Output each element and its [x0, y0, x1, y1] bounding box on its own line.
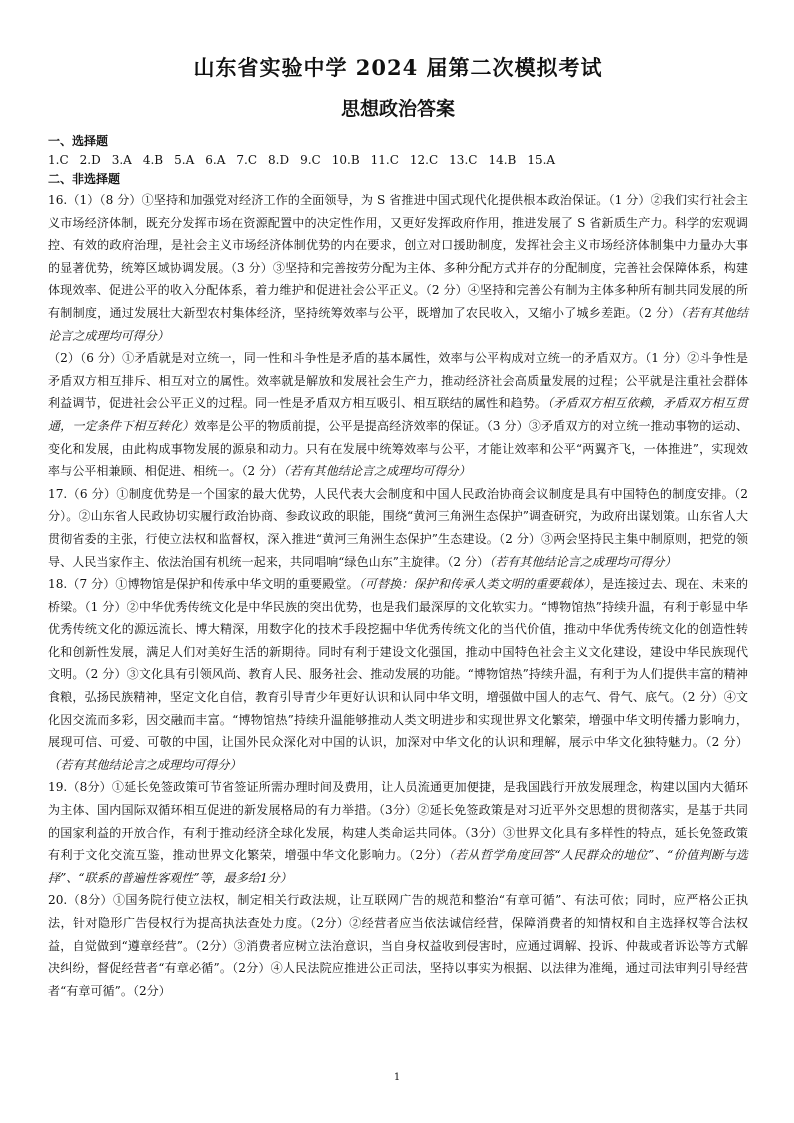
choice-answer: 8.D: [268, 153, 290, 167]
choice-answer: 3.A: [111, 153, 132, 167]
answer-19: [48, 776, 748, 889]
answer-key-title: 思想政治答案: [340, 98, 455, 120]
choice-answer: 7.C: [236, 153, 258, 167]
choice-answer: 10.B: [331, 153, 360, 167]
choice-answer: 2.D: [79, 153, 101, 167]
answer-16-1-text: 16.（1）（8 分）①坚持和加强党对经济工作的全面领导，为 S 省推进中国式现代化提供根本政治保证。（1 分）②我们实行社会主义市场经济体制，既充分发挥市场在资源配置中的决定性作用，又更好发挥政府作用，推进发展了 S 省新质生产力。科学的宏观调控、有效的政府治理，是社会主义市场经济体制优势的内在要求，创立对口援助制度，发挥社会主义市场经济体制集中力量办大事的显著优势，统筹区域协调发展。（3 分）③坚持和完善按劳分配为主体、多种分配方式并存的分配制度，完善社会保障体系，构建体现效率、促进公平的收入分配体系，着力维护和促进社会公平正义。（2 分）④坚持和完善公有制为主体多种所有制共同发展的所有制制度，通过发展壮大新型农村集体经济，坚持统筹效率与公平，既增加了农民收入，又缩小了城乡差距。（2 分）: [48, 193, 748, 320]
answer-16-2-note: （若有其他结论言之成理均可得分）: [283, 464, 471, 479]
choice-answer-list: [48, 151, 748, 170]
answer-20: [48, 889, 748, 1002]
answer-18-text-b: ，是连接过去、现在、未来的桥梁。（1 分）②中华优秀传统文化是中华民族的突出优势，也是我们最深厚的文化软实力。“博物馆热”持续升温，有利于彰显中华优秀传统文化的源远流长、博大精深，用数字化的技术手段挖掘中华优秀传统文化的当代价值，推动中华优秀传统文化的创造性转化和创新性发展，满足人们对美好生活的新期待。同时有利于建设文化强国，推动中国特色社会主义文化建设，建设中华民族现代文明。（2 分）③文化具有引领风尚、教育人民、服务社会、推动发展的功能。“博物馆热”持续升温，有利于为人们提供丰富的精神食粮，弘扬民族精神，坚定文化自信，教育引导青少年更好认识和认同中华文明，增强做中国人的志气、骨气、底气。（2 分）④文化因交流而多彩，因交融而丰富。“博物馆热”持续升温能够推动人类文明进步和实现世界文化繁荣，增强中华文明传播力影响力，展现可信、可爱、可敬的中国，让国外民众深化对中国的认识，加深对中华文化的认识和理解，展示中华文化独特魅力。（2 分）: [48, 577, 748, 750]
page-number: 1: [393, 1072, 401, 1083]
answer-19-note: （若从哲学角度回答“人民群众的地位”、“价值判断与选择”、“联系的普遍性客观性”等，最多给1分）: [48, 848, 748, 885]
choice-answer: 5.A: [174, 153, 195, 167]
answer-16-1: [48, 189, 748, 347]
answer-16-2-text-b: 效率是公平的物质前提，公平是提高经济效率的保证。（3 分）③矛盾双方的对立统一推动事物的运动、变化和发展，由此构成事物发展的源泉和动力。只有在发展中统筹效率与公平，才能让效率和公平“两翼齐飞，一体推进”，实现效率与公平相兼顾、相促进、相统一。（2 分）: [48, 418, 748, 479]
answer-16-2: [48, 347, 748, 483]
choice-answer: 15.A: [527, 153, 556, 167]
answer-16-2-text: （2）（6 分）①矛盾就是对立统一，同一性和斗争性是矛盾的基本属性，效率与公平构成对立统一的矛盾双方。（1 分）②斗争性是矛盾双方相互排斥、相互对立的属性。效率就是解放和发展社会生产力，推动经济社会高质量发展的过程；公平就是注重社会群体利益调节，促进社会公平正义的过程。同一性是矛盾双方相互吸引、相互联结的属性和趋势。: [48, 351, 748, 411]
choice-answer: 9.C: [300, 153, 321, 167]
answer-17-note: （若有其他结论言之成理均可得分）: [489, 554, 677, 569]
answer-18: [48, 573, 748, 776]
document-page: [48, 52, 748, 1002]
answer-16-2-inline-note: （矛盾双方相互依赖，矛盾双方相互贯通，一定条件下相互转化）: [48, 396, 748, 433]
answer-20-text: 20.（8分）①国务院行使立法权，制定相关行政法规，让互联网广告的规范和整治“有章可循”、有法可依；同时，应严格公正执法，针对隐形广告侵权行为提高执法查处力度。（2分）②经营者应当依法诚信经营，保障消费者的知情权和自主选择权等合法权益，自觉做到“遵章经营”。（2分）③消费者应树立法治意识，当自身权益收到侵害时，应通过调解、投诉、仲裁或者诉讼等方式解决纠纷，督促经营者“有章必循”。（2分）④人民法院应推进公正司法，坚持以事实为根据、以法律为准绳，通过司法审判引导经营者“有章可循”。（2分）: [48, 893, 748, 998]
answer-18-text: 18.（7 分）①博物馆是保护和传承中华文明的重要殿堂。: [48, 577, 359, 592]
choice-answer: 6.A: [205, 153, 226, 167]
answer-17: [48, 483, 748, 573]
answer-19-text: 19.（8分）①延长免签政策可节省签证所需办理时间及费用，让人员流通更加便捷，是我国践行开放发展理念，构建以国内大循环为主体、国内国际双循环相互促进的新发展格局的有力举措。（3分）②延长免签政策是对习近平外交思想的贯彻落实，是基于共同的国家利益的开放合作，有利于推动经济全球化发展，构建人类命运共同体。（3分）③世界文化具有多样性的特点，延长免签政策有利于文化交流互鉴，推动世界文化繁荣，增强中华文化影响力。（2分）: [48, 780, 748, 863]
answer-18-note: （若有其他结论言之成理均可得分）: [48, 757, 242, 772]
choice-answer: 13.C: [449, 153, 478, 167]
exam-title: 山东省实验中学 2024 届第二次模拟考试: [193, 55, 603, 80]
section-essay-heading: 二、非选择题: [48, 172, 121, 186]
section-choice-heading: 一、选择题: [48, 134, 109, 148]
answer-18-inline-note: （可替换：保护和传承人类文明的重要载体）: [358, 577, 590, 592]
answer-17-text: 17.（6 分）①制度优势是一个国家的最大优势，人民代表大会制度和中国人民政治协商会议制度是具有中国特色的制度安排。（2 分）。②山东省人民政协切实履行政治协商、参政议政的职能，围绕“黄河三角洲生态保护”调查研究，为政府出谋划策。山东省人大贯彻省委的主张，行使立法权和监督权，深入推进“黄河三角洲生态保护”生态建设。（2 分）③两会坚持民主集中制原则，把党的领导、人民当家作主、依法治国有机统一起来，共同唱响“绿色山东”主旋律。（2 分）: [48, 486, 748, 569]
choice-answer: 4.B: [142, 153, 164, 167]
choice-answer: 11.C: [370, 153, 399, 167]
choice-answer: 12.C: [409, 153, 439, 167]
choice-answer: 1.C: [48, 153, 69, 167]
choice-answer: 14.B: [488, 153, 517, 167]
answer-16-1-note: （若有其他结论言之成理均可得分）: [48, 305, 748, 343]
